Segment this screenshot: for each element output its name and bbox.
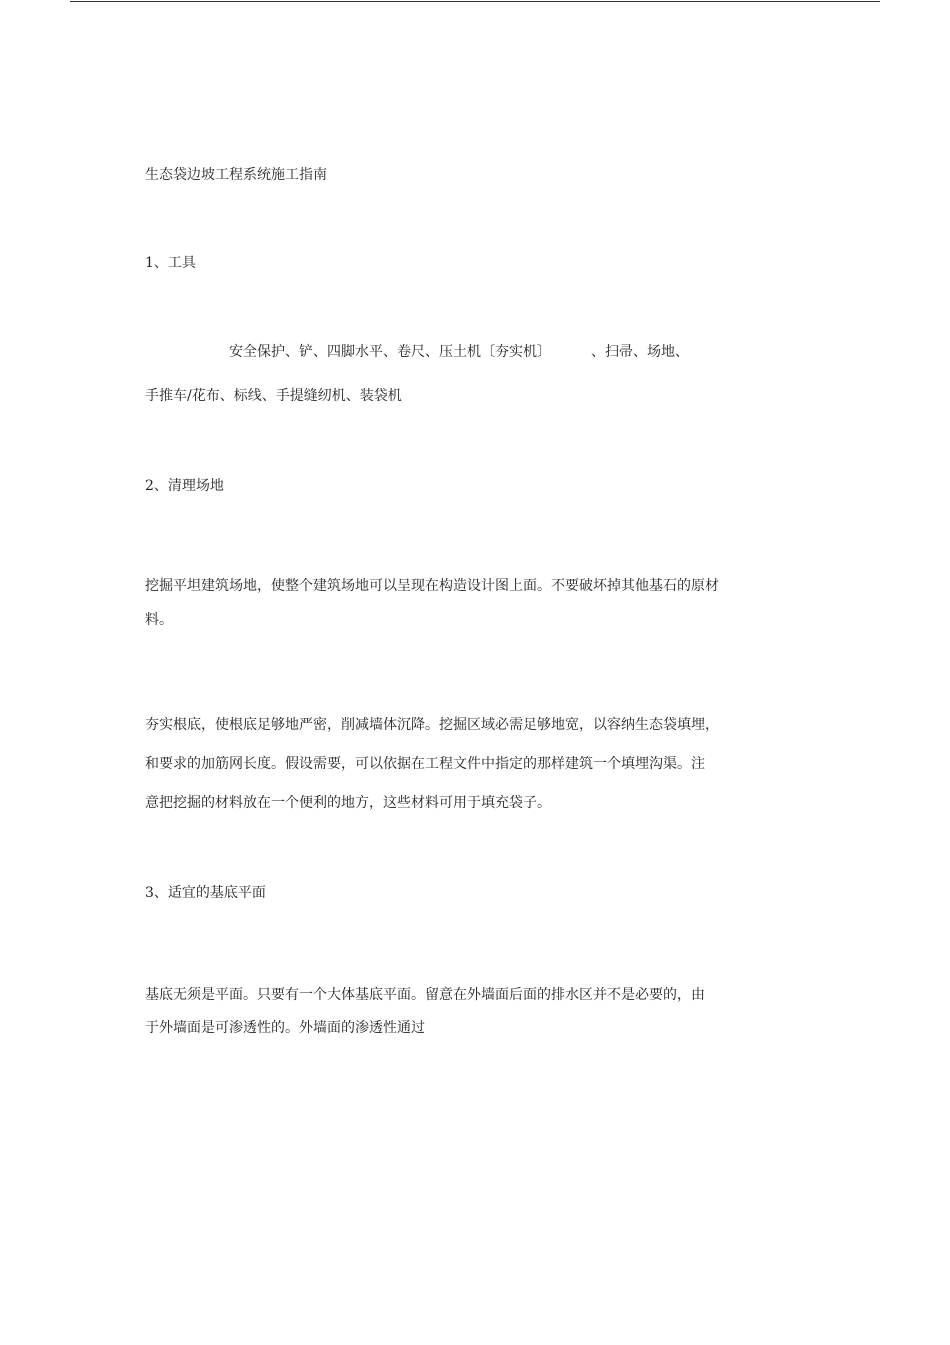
header-rule [70, 1, 880, 2]
paragraph-line: 挖掘平坦建筑场地，使整个建筑场地可以呈现在构造设计图上面。不要破坏掉其他基石的原材 [145, 578, 719, 594]
paragraph-line: 夯实根底，使根底足够地严密，削减墙体沉降。挖掘区域必需足够地宽，以容纳生态袋填埋， [145, 717, 719, 733]
tools-list-line-1 [229, 342, 689, 362]
section-heading-clear-site: 2、清理场地 [145, 478, 224, 494]
tools-list-line-1-part-1: 安全保护、铲、四脚水平、卷尺、压土机〔夯实机〕 [229, 344, 551, 360]
paragraph-line: 料。 [145, 612, 173, 628]
section-heading-base-plane: 3、适宜的基底平面 [145, 885, 266, 901]
paragraph-line: 和要求的加筋网长度。假设需要，可以依据在工程文件中指定的那样建筑一个填埋沟渠。注 [145, 756, 705, 772]
document-title: 生态袋边坡工程系统施工指南 [145, 167, 327, 183]
paragraph-line: 基底无须是平面。只要有一个大体基底平面。留意在外墙面后面的排水区并不是必要的，由 [145, 987, 705, 1003]
tools-list-line-1-part-2: 、扫帚、场地、 [591, 344, 689, 360]
paragraph-line: 意把挖掘的材料放在一个便利的地方，这些材料可用于填充袋子。 [145, 795, 551, 811]
tools-list-line-2: 手推车/花布、标线、手提缝纫机、装袋机 [145, 388, 402, 404]
paragraph-line: 于外墙面是可渗透性的。外墙面的渗透性通过 [145, 1020, 425, 1036]
section-heading-tools: 1、工具 [145, 255, 196, 271]
